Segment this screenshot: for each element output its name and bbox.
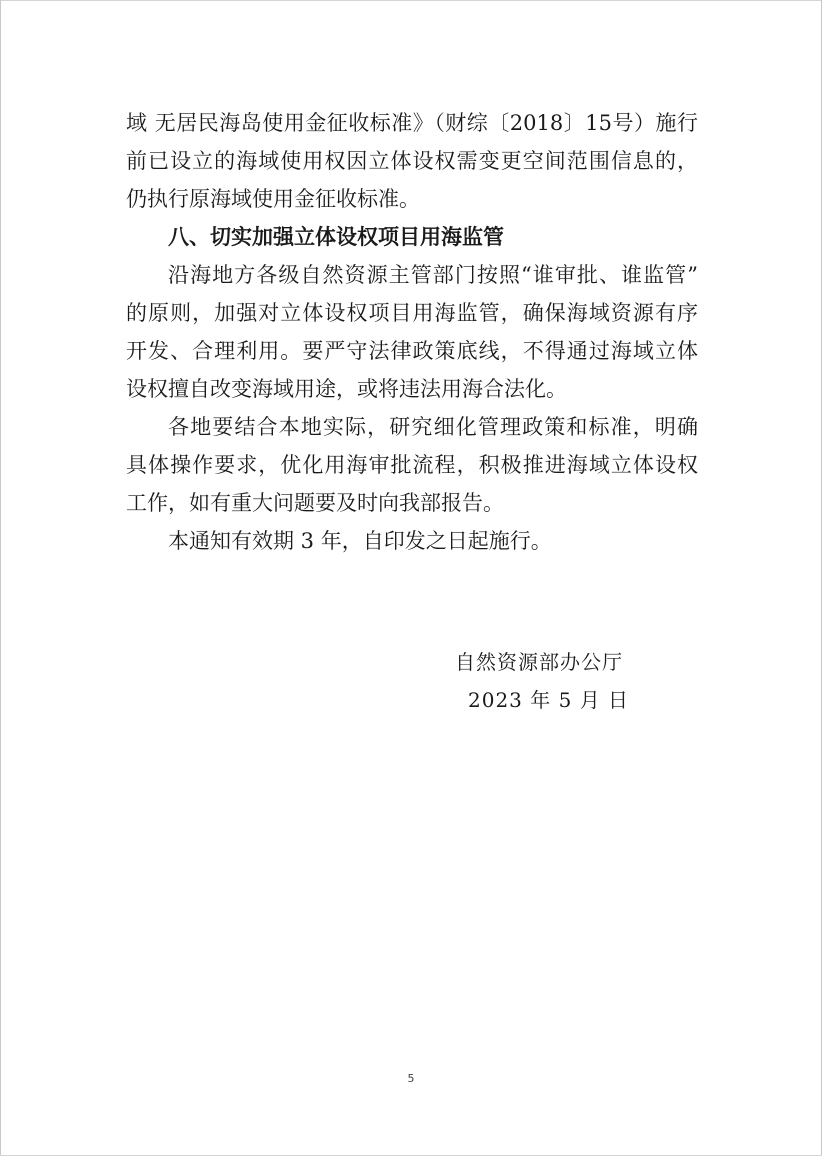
text-line: 域 无居民海岛使用金征收标准》（财综〔2018〕15号）施行 xyxy=(126,111,698,135)
text-line: 的原则，加强对立体设权项目用海监管，确保海域资源有序 xyxy=(126,301,698,325)
section-heading-text: 八、切实加强立体设权项目用海监管 xyxy=(168,225,504,249)
text-line: 本通知有效期 3 年，自印发之日起施行。 xyxy=(168,529,552,553)
text-line: 设权擅自改变海域用途，或将违法用海合法化。 xyxy=(126,377,567,401)
text-line: 工作，如有重大问题要及时向我部报告。 xyxy=(126,491,504,515)
paragraph-local-implementation xyxy=(126,408,698,522)
text-line: 沿海地方各级自然资源主管部门按照“谁审批、谁监管” xyxy=(168,263,698,287)
page-number: 5 xyxy=(407,1072,415,1085)
page-border-top xyxy=(0,0,822,1)
signature-organization: 自然资源部办公厅 xyxy=(455,650,623,674)
text-line: 具体操作要求，优化用海审批流程，积极推进海域立体设权 xyxy=(126,453,698,477)
text-line: 开发、合理利用。要严守法律政策底线，不得通过海域立体 xyxy=(126,339,698,363)
paragraph-validity xyxy=(126,522,698,560)
text-line: 各地要结合本地实际，研究细化管理政策和标准，明确 xyxy=(168,415,698,439)
page-border-left xyxy=(0,0,1,1156)
paragraph-supervision xyxy=(126,256,698,408)
text-line: 仍执行原海域使用金征收标准。 xyxy=(126,187,420,211)
signature-date: 2023 年 5 月 日 xyxy=(468,688,630,712)
text-line: 前已设立的海域使用权因立体设权需变更空间范围信息的， xyxy=(126,149,698,173)
section-heading xyxy=(126,218,698,256)
paragraph-continued xyxy=(126,104,698,218)
